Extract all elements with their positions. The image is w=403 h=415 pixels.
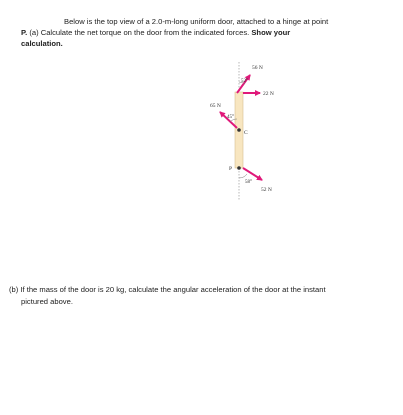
angle-top-label: 52° (241, 79, 248, 84)
angle-arc-bottom (239, 174, 247, 178)
center-label: C (244, 130, 248, 136)
intro-line-1-text: Below is the top view of a 2.0-m-long uniform door, attached to a hinge at point (64, 17, 329, 26)
show-work-emphasis: Show your (251, 28, 291, 37)
angle-bottom-label: 58° (245, 180, 252, 185)
hinge-point-ref: P. (21, 28, 28, 37)
force-right-label: 22 N (263, 91, 274, 97)
part-a-question: (a) Calculate the net torque on the door from the indicated forces. (27, 28, 252, 37)
force-top-label: 56 N (252, 65, 263, 71)
hinge-dot (237, 166, 241, 170)
part-b-line-1: (b) If the mass of the door is 20 kg, calculate the angular acceleration of the door at the instant (9, 285, 326, 294)
hinge-label: P (229, 166, 233, 172)
force-bottom-label: 52 N (261, 187, 272, 193)
force-arrow-bottom (243, 168, 262, 180)
angle-left-label: 45° (227, 115, 234, 120)
part-b-line-2: pictured above. (21, 297, 73, 306)
force-left-label: 65 N (210, 103, 221, 109)
center-dot (237, 128, 241, 132)
intro-line-3: calculation. (21, 39, 63, 48)
